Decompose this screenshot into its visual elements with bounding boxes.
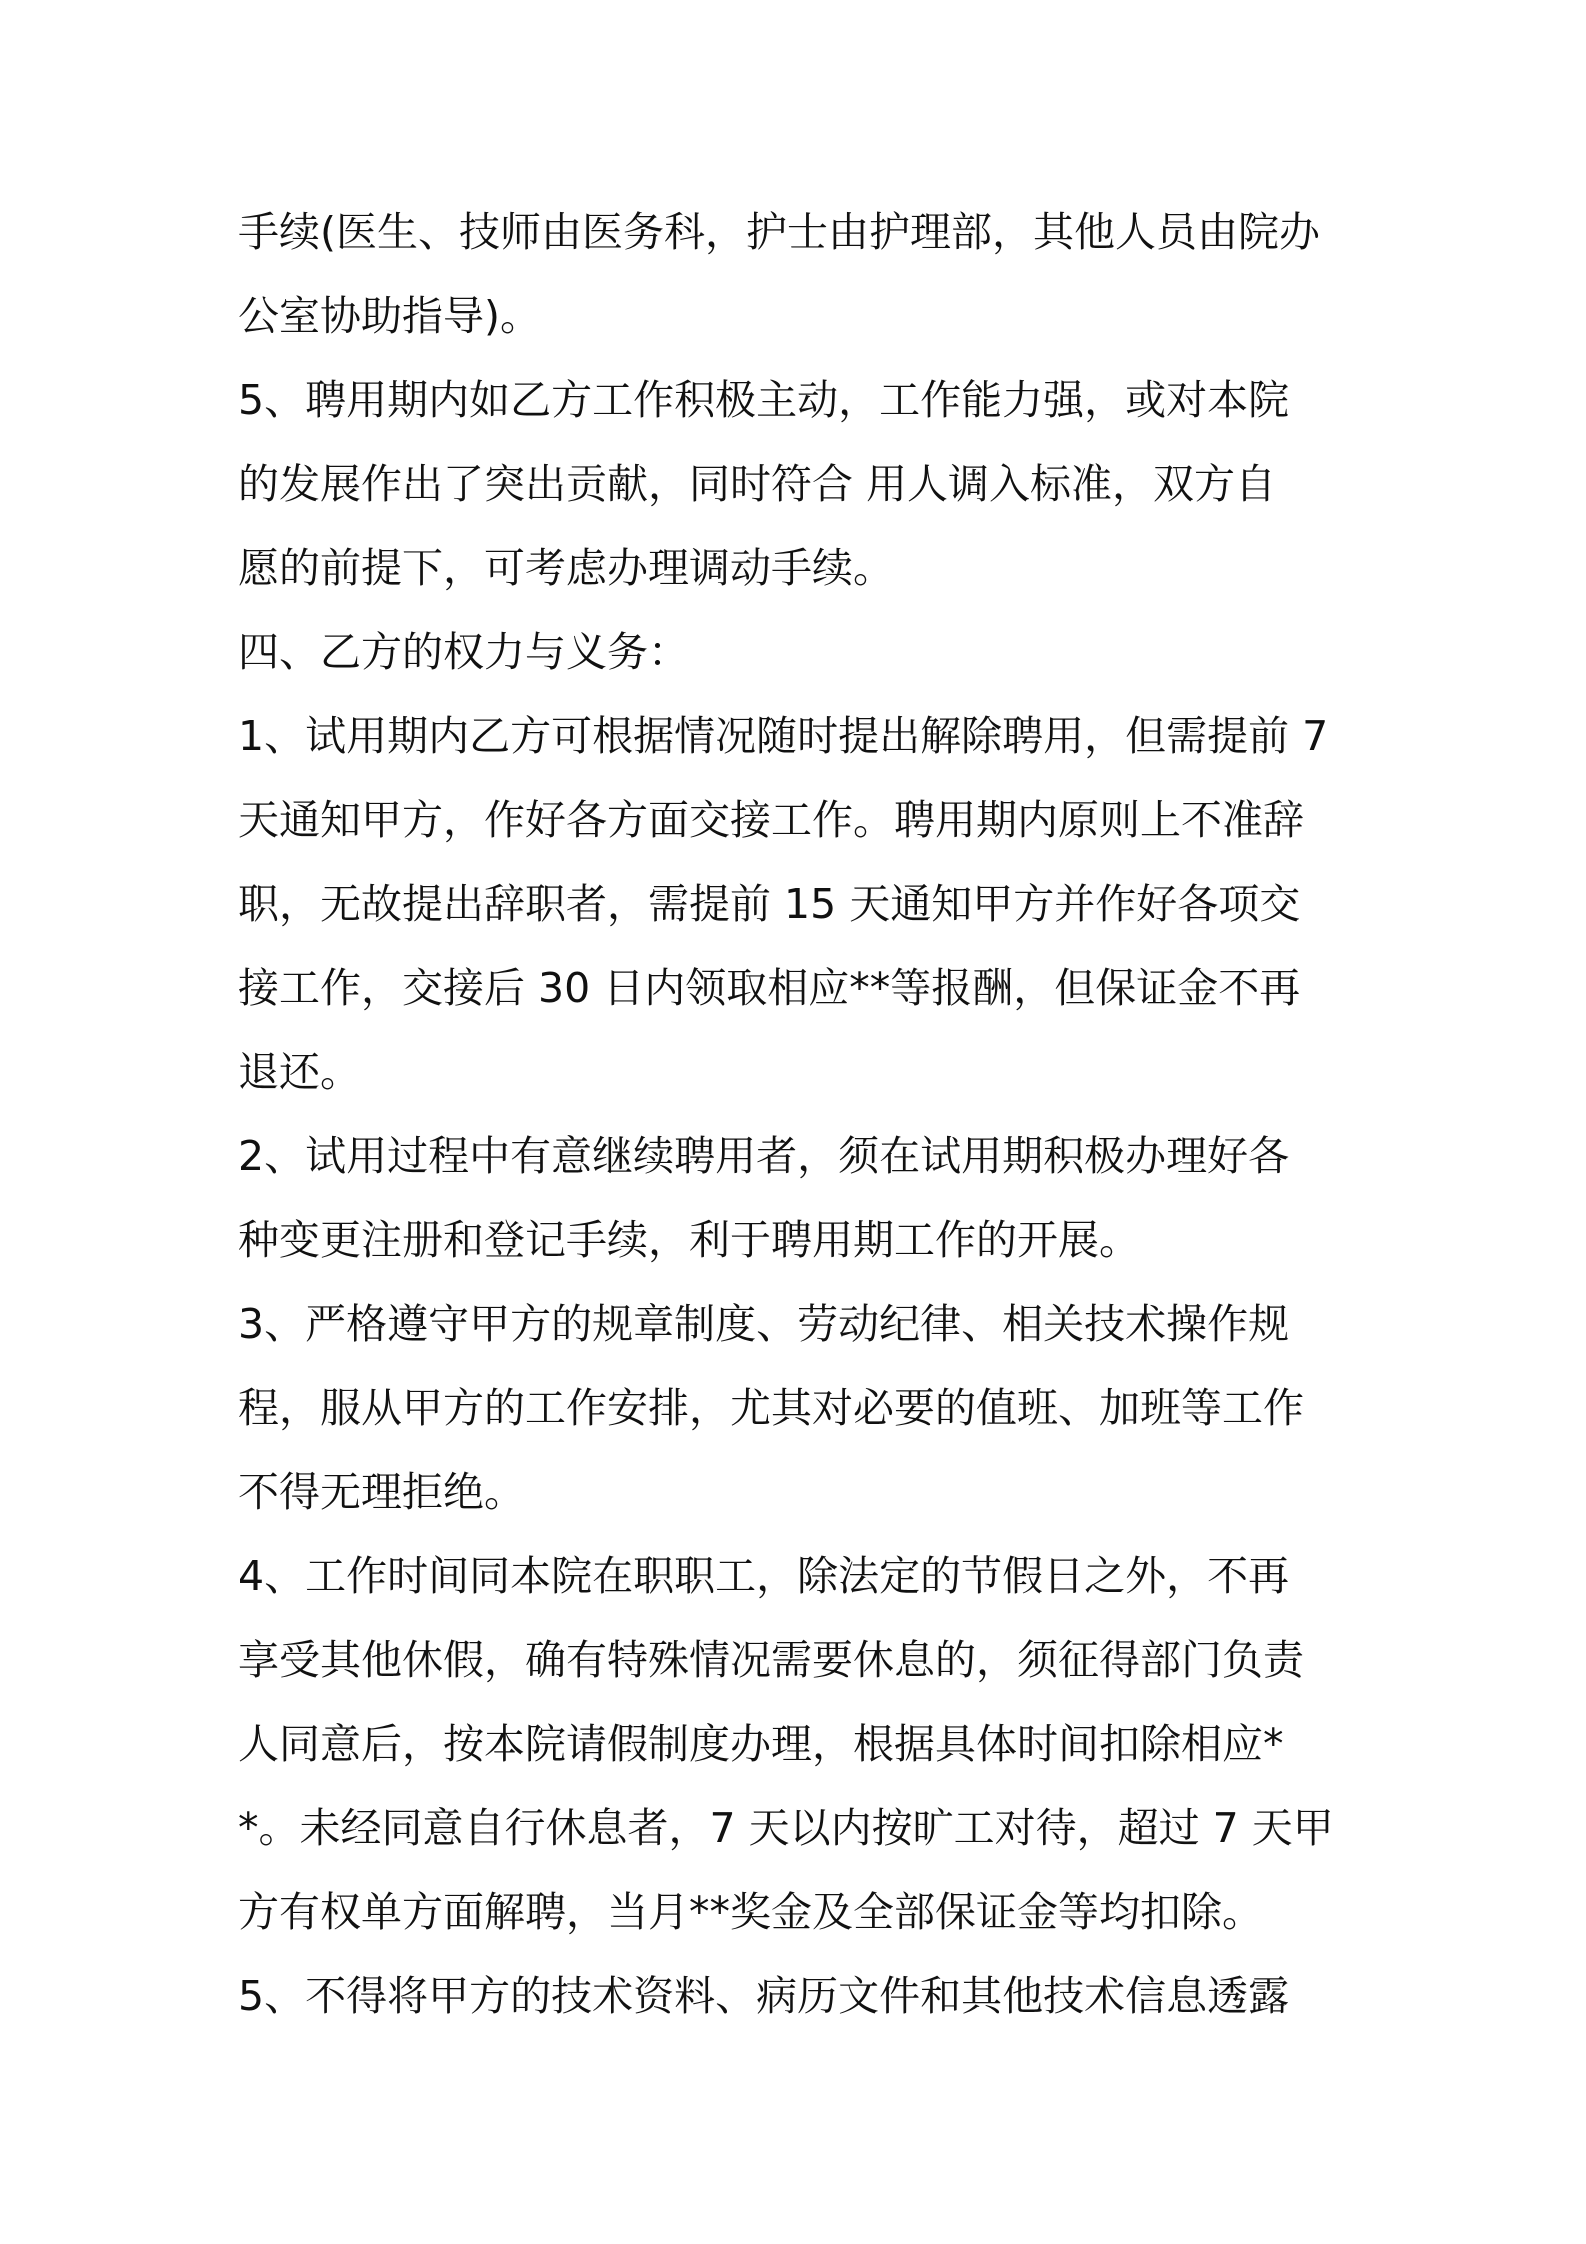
text-line: 愿的前提下，可考虑办理调动手续。 [238,544,894,592]
text-line: 1、试用期内乙方可根据情况随时提出解除聘用，但需提前 7 [238,712,1329,760]
text-line: 不得无理拒绝。 [238,1468,525,1516]
section-heading: 四、乙方的权力与义务： [238,628,689,676]
text-line: 公室协助指导)。 [238,292,541,340]
text-line: 手续(医生、技师由医务科，护士由护理部，其他人员由院办 [238,208,1320,256]
text-line: 接工作，交接后 30 日内领取相应**等报酬，但保证金不再 [238,964,1301,1012]
document-body [238,190,1368,2038]
text-line: *。未经同意自行休息者，7 天以内按旷工对待，超过 7 天甲 [238,1804,1334,1852]
text-line: 享受其他休假，确有特殊情况需要休息的，须征得部门负责 [238,1636,1304,1684]
text-line: 种变更注册和登记手续，利于聘用期工作的开展。 [238,1216,1140,1264]
text-line: 2、试用过程中有意继续聘用者，须在试用期积极办理好各 [238,1132,1290,1180]
text-line: 3、严格遵守甲方的规章制度、劳动纪律、相关技术操作规 [238,1300,1290,1348]
text-line: 5、聘用期内如乙方工作积极主动，工作能力强，或对本院 [238,376,1290,424]
text-line: 天通知甲方，作好各方面交接工作。聘用期内原则上不准辞 [238,796,1304,844]
text-line: 的发展作出了突出贡献，同时符合 用人调入标准，双方自 [238,460,1277,508]
text-line: 方有权单方面解聘，当月**奖金及全部保证金等均扣除。 [238,1888,1263,1936]
text-line: 退还。 [238,1048,361,1096]
text-line: 职，无故提出辞职者，需提前 15 天通知甲方并作好各项交 [238,880,1301,928]
text-line: 5、不得将甲方的技术资料、病历文件和其他技术信息透露 [238,1972,1290,2020]
text-line: 人同意后，按本院请假制度办理，根据具体时间扣除相应* [238,1720,1284,1768]
text-line: 4、工作时间同本院在职职工，除法定的节假日之外，不再 [238,1552,1290,1600]
text-line: 程，服从甲方的工作安排，尤其对必要的值班、加班等工作 [238,1384,1304,1432]
